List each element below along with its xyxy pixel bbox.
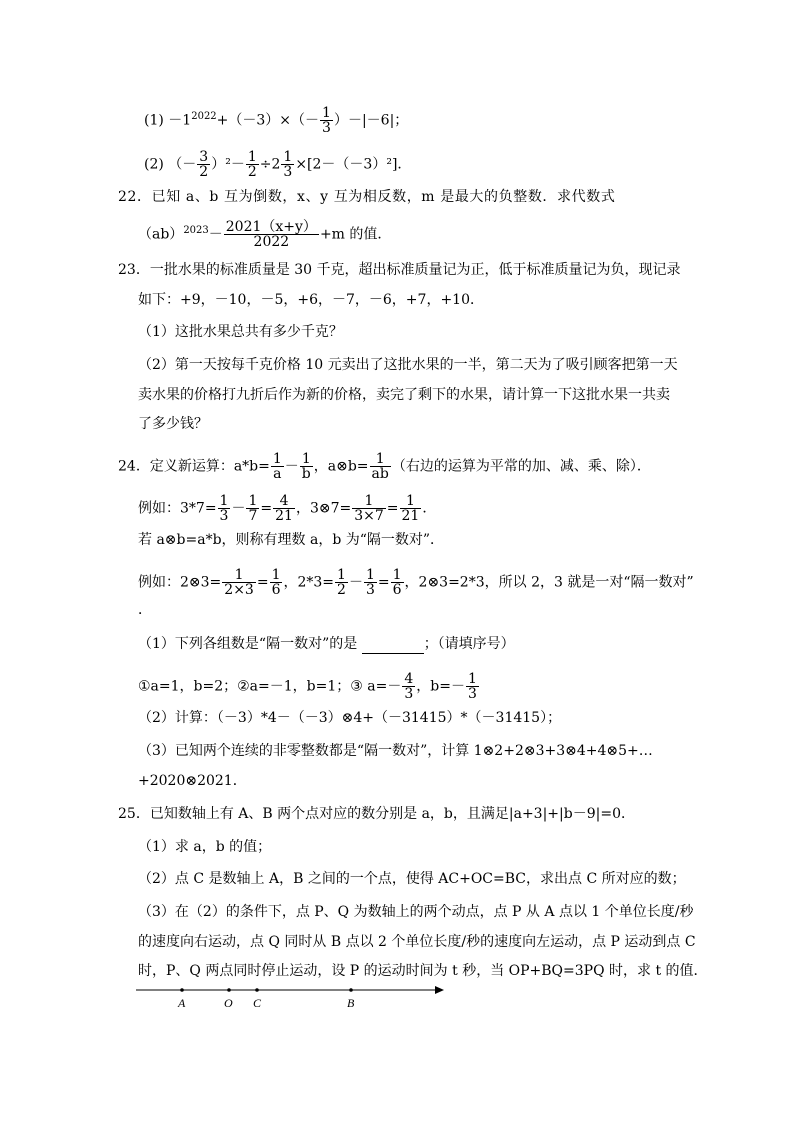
fraction: $\frac{1}{7}$ [248, 493, 258, 524]
number-line [130, 980, 460, 1010]
q25-part1: （1）求 a，b 的值； [138, 839, 272, 855]
fraction: $\frac{1}{2\times 3}$ [224, 567, 254, 598]
label-b: B [347, 996, 355, 1010]
q23-part2b: 卖水果的价格打九折后作为新的价格，卖完了剩下的水果，请计算一下这批水果一共卖 [138, 387, 670, 403]
fraction: $\frac{2021(x+y)}{2022}$ [225, 219, 317, 250]
q22-expression: （ab）$^{2023}$－ $\frac{2021(x+y)}{2022}$ +m 的值． [138, 219, 392, 250]
q25-part3b: 的速度向右运动，点 Q 同时从 B 点以 2 个单位长度/秒的速度向左运动，点 P 运动到点 C [138, 934, 696, 950]
q21-part2: (2) （－ $\frac{3}{2}$ ）²－ $\frac{1}{2}$ ÷2 $\frac{1}{3}$ ×[2－（－3）²]． [144, 149, 412, 180]
fraction: $\frac{1}{3\times 7}$ [354, 493, 384, 524]
point-a-dot [180, 988, 184, 992]
q24-options: ①a=1，b=2；②a=－1，b=1；③ a=－ $\frac{4}{3}$ ，b=－ $\frac{1}{3}$ [138, 671, 477, 702]
q25-part3a: （3）在（2）的条件下，点 P、Q 为数轴上的两个动点，点 P 从 A 点以 1 个单位长度/秒 [138, 904, 694, 920]
fraction: $\frac{1}{2}$ [247, 149, 257, 180]
fraction: $\frac{4}{21}$ [275, 493, 293, 524]
q23-part2a: （2）第一天按每千克价格 10 元卖出了这批水果的一半，第二天为了吸引顾客把第一天 [138, 357, 678, 373]
fraction: $\frac{1}{3}$ [365, 567, 375, 598]
fraction: $\frac{1}{6}$ [392, 567, 402, 598]
q23-part1: （1）这批水果总共有多少千克？ [138, 324, 343, 340]
q25-line1: 25．已知数轴上有 A、B 两个点对应的数分别是 a，b，且满足|a+3|+|b－9|=0． [118, 806, 635, 822]
fraction: $\frac{1}{b}$ [301, 451, 311, 482]
fraction: $\frac{3}{2}$ [199, 149, 209, 180]
q24-example2: 例如：2⊗3= $\frac{1}{2\times 3}$ = $\frac{1}{6}$ ，2*3= $\frac{1}{2}$ － $\frac{1}{3}$ = $\frac{1}{6}$ ，2⊗3=2*3，所以 2，3 就是一对“隔一数对” [138, 567, 694, 598]
point-b-dot [349, 988, 353, 992]
q22-line1: 22．已知 a、b 互为倒数，x、y 互为相反数，m 是最大的负整数．求代数式 [118, 189, 616, 205]
q23-part2c: 了多少钱？ [138, 416, 208, 432]
q24-part2: （2）计算：（－3）*4－（－3）⊗4+（－31415）*（－31415）； [138, 710, 562, 726]
label-c: C [253, 996, 262, 1010]
fraction: $\frac{1}{3}$ [219, 493, 229, 524]
point-c-dot [255, 988, 259, 992]
q24-example1: 例如：3*7= $\frac{1}{3}$ － $\frac{1}{7}$ = $\frac{4}{21}$ ，3⊗7= $\frac{1}{3\times 7}$ = $\frac{1}{21}$ ． [138, 493, 437, 524]
q25-part2: （2）点 C 是数轴上 A，B 之间的一个点，使得 AC+OC=BC，求出点 C 所对应的数； [138, 871, 686, 887]
q25-part3c: 时，P、Q 两点同时停止运动，设 P 的运动时间为 t 秒，当 OP+BQ=3PQ 时，求 t 的值． [138, 963, 708, 979]
q23-line2: 如下：+9，－10，－5，+6，－7，－6，+7，+10． [138, 292, 484, 308]
fraction: $\frac{1}{6}$ [271, 567, 281, 598]
point-o-dot [227, 988, 231, 992]
axis-arrow-icon [435, 986, 444, 994]
q24-part3a: （3）已知两个连续的非零整数都是“隔一数对”，计算 1⊗2+2⊗3+3⊗4+4⊗5+… [138, 743, 653, 759]
fraction: $\frac{1}{a}$ [272, 451, 282, 482]
q24-part1: （1）下列各组数是“隔一数对”的是 ；（请填序号） [138, 636, 515, 652]
fraction: $\frac{1}{2}$ [337, 567, 346, 598]
fraction: $\frac{1}{3}$ [283, 149, 293, 180]
q23-line1: 23．一批水果的标准质量是 30 千克，超出标准质量记为正，低于标准质量记为负，现记录 [118, 262, 681, 278]
fraction: $\frac{1}{21}$ [401, 493, 420, 524]
fraction: $\frac{1}{3}$ [322, 105, 331, 136]
q24-definition: 24．定义新运算：a*b= $\frac{1}{a}$ － $\frac{1}{b}$ ，a⊗b= $\frac{1}{ab}$ （右边的运算为平常的加、减、乘、除）． [118, 451, 651, 482]
q24-part3b: +2020⊗2021． [138, 773, 247, 789]
answer-blank[interactable] [362, 639, 424, 654]
q24-example2-period: ． [138, 602, 152, 618]
q24-rule: 若 a⊗b=a*b，则称有理数 a，b 为“隔一数对”． [138, 532, 445, 548]
fraction: $\frac{1}{3}$ [467, 671, 477, 702]
label-a: A [178, 996, 186, 1010]
fraction: $\frac{4}{3}$ [404, 671, 414, 702]
q21-part1: $(1) -1^{2022}+(-3)\times(-$ $\frac{1}{3}$ ）－|－6|； [144, 105, 409, 136]
fraction: $\frac{1}{ab}$ [371, 451, 389, 482]
label-o: O [224, 996, 233, 1010]
